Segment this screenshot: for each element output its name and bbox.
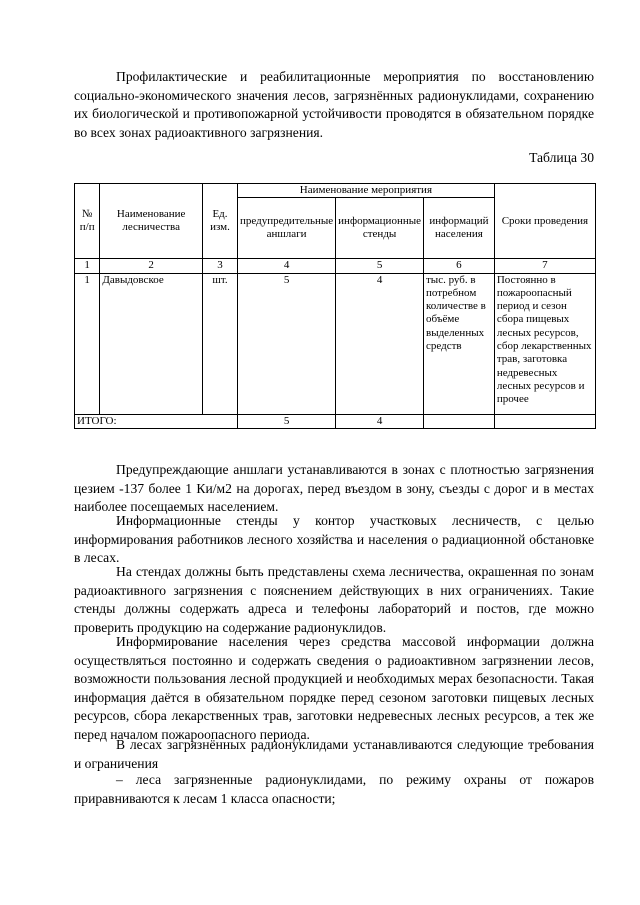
column-number: 6 xyxy=(424,259,495,273)
row-forestry xyxy=(100,273,203,414)
paragraph-warning-signs: Предупреждающие аншлаги устанавливаются в зонах с плотностью загрязнения цезием -137 более 1 Ки/м2 на дорогах, перед въездом в зону, съезды с дорог и в местах наиболее посещаемых населением. xyxy=(74,462,594,515)
intro-paragraph: Профилактические и реабилитационные мероприятия по восстановлению социально-экономического значения лесов, загрязнённых радионуклидами, сохранению их биологической и противопожарной устойчивости проводятся в обязательном порядке во всех зонах радиоактивного загрязнения. xyxy=(74,69,594,140)
row-num: 1 xyxy=(75,273,100,414)
column-number: 5 xyxy=(336,259,424,273)
header-warning-signs: предупредительные аншлаги xyxy=(237,198,335,259)
header-deadlines: Сроки проведения xyxy=(494,184,595,259)
paragraph-info-stands: Информационные стенды у контор участковых лесничеств, с целью информирования работников лесного хозяйства и населения о радиационной обстановке в лесах. xyxy=(74,513,594,566)
row-forestry-name: Давыдовское xyxy=(102,273,164,286)
row-info-stands: 4 xyxy=(336,273,424,414)
list-item-fire-class: – леса загрязненные радионуклидами, по режиму охраны от пожаров приравниваются к лесам 1 класса опасности; xyxy=(74,772,594,806)
table-caption: Таблица 30 xyxy=(529,150,594,165)
header-info-stands: информационные стенды xyxy=(336,198,424,259)
header-forestry: Наименование лесничества xyxy=(100,184,203,259)
row-warning-signs: 5 xyxy=(237,273,335,414)
row-deadlines: Постоянно в пожароопасный период и сезон сбора пищевых лесных ресурсов, сбор лекарственных трав, заготовка недревесных лесных ресурсов и прочее xyxy=(494,273,595,414)
row-public-info: тыс. руб. в потребном количестве в объёме выделенных средств xyxy=(424,273,495,414)
column-number: 3 xyxy=(203,259,238,273)
column-number-row xyxy=(75,259,596,273)
paragraph-public-info: Информирование населения через средства массовой информации должна осуществляться постоянно и содержать сведения о радиоактивном загрязнении лесов, возможности пользования лесной продукцией и необходимых мерах безопасности. Такая информация даётся в обязательном порядке перед сезоном заготовки пищевых лесных ресурсов, сбора лекарственных трав, заготовки недревесных лесных ресурсов, а тек же перед началом пожароопасного периода. xyxy=(74,634,594,742)
paragraph-restrictions: В лесах загрязнённых радионуклидами устанавливаются следующие требования и ограничения xyxy=(74,737,594,771)
table-row xyxy=(75,273,596,414)
row-unit: шт. xyxy=(203,273,238,414)
header-public-info: информаций населения xyxy=(424,198,495,259)
total-deadlines xyxy=(494,414,595,428)
column-number: 1 xyxy=(75,259,100,273)
total-info-stands: 4 xyxy=(336,414,424,428)
header-row-1 xyxy=(75,184,596,198)
header-unit: Ед. изм. xyxy=(203,184,238,259)
column-number: 4 xyxy=(237,259,335,273)
header-events-group: Наименование мероприятия xyxy=(237,184,494,198)
total-row xyxy=(75,414,596,428)
total-public-info xyxy=(424,414,495,428)
column-number: 7 xyxy=(494,259,595,273)
column-number: 2 xyxy=(100,259,203,273)
total-label: ИТОГО: xyxy=(75,414,238,428)
activities-table xyxy=(74,183,596,429)
paragraph-stand-content: На стендах должны быть представлены схема лесничества, окрашенная по зонам радиоактивного загрязнения с пояснением действующих в них ограничениях. Такие стенды должны содержать адреса и телефоны лабораторий и постов, где можно проверить продукцию на содержание радионуклидов. xyxy=(74,564,594,635)
header-num: № п/п xyxy=(75,184,100,259)
total-warning-signs: 5 xyxy=(237,414,335,428)
